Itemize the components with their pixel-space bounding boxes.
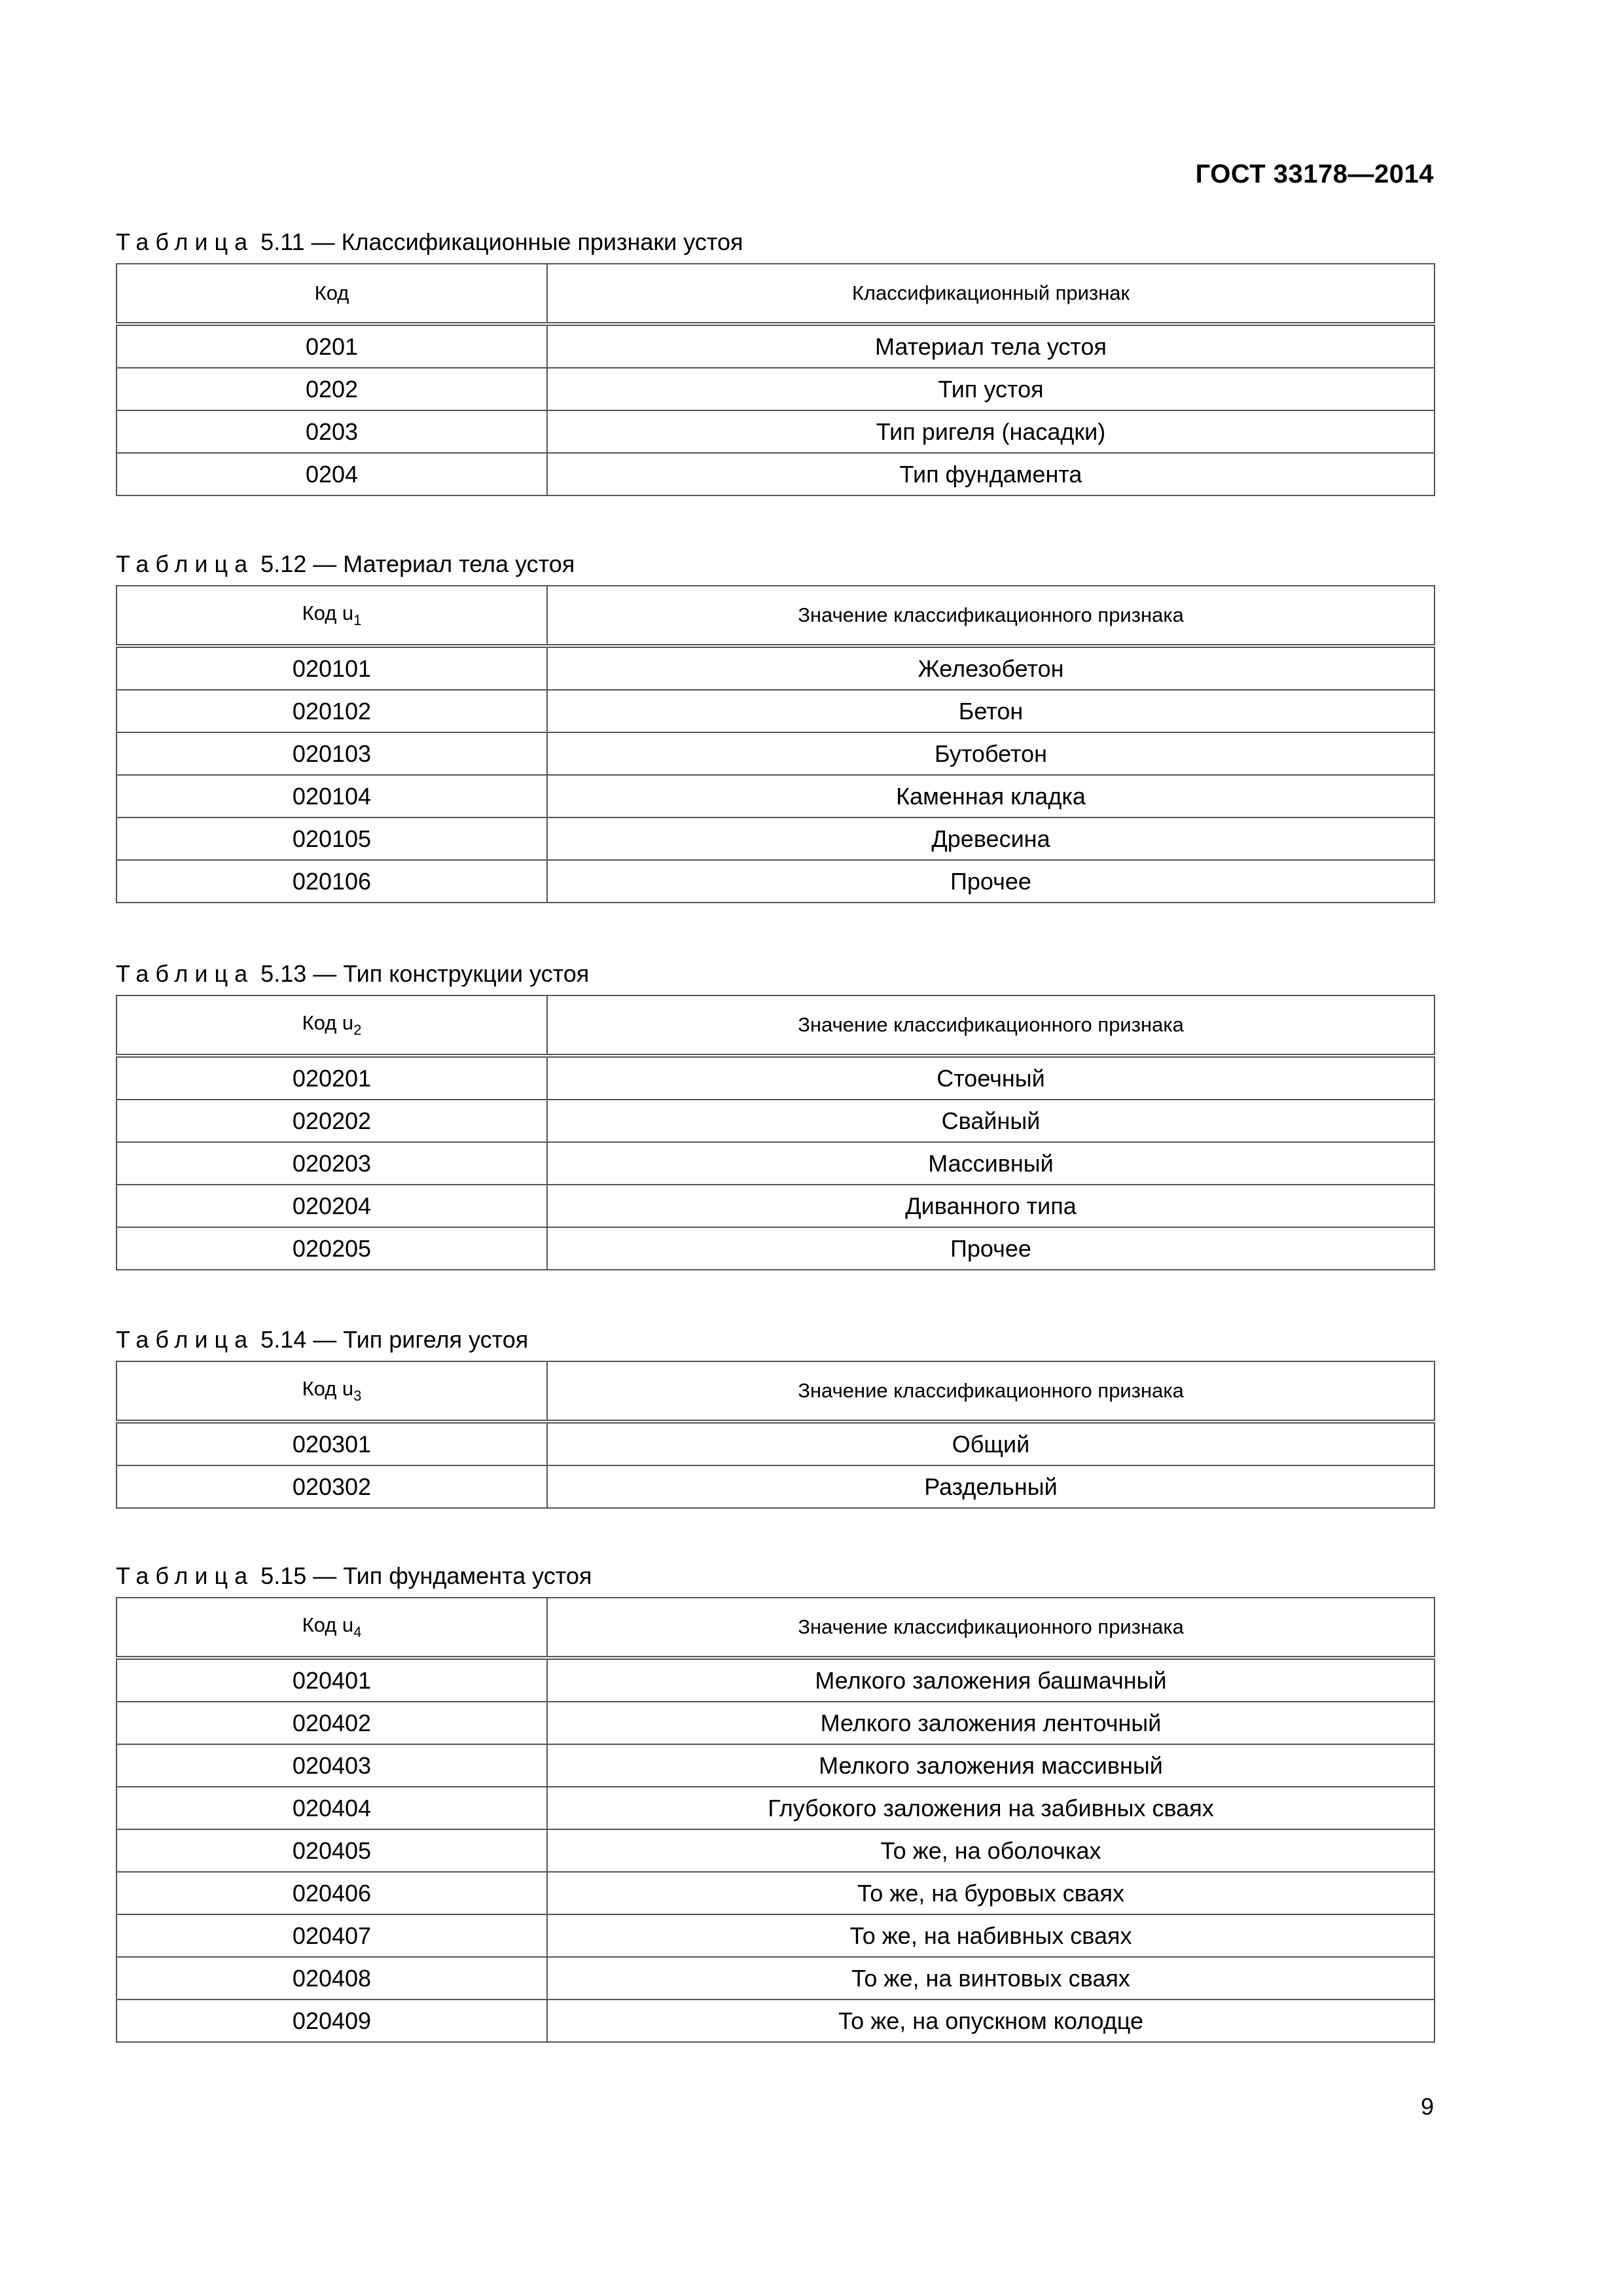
code-cell: 020105: [116, 817, 547, 860]
code-column-header: [116, 586, 547, 646]
code-cell: 020204: [116, 1185, 547, 1227]
table-row: [116, 368, 1435, 410]
table-block: [116, 961, 1434, 1270]
code-cell: 020101: [116, 646, 547, 690]
table-row: [116, 324, 1435, 368]
code-cell: 020104: [116, 775, 547, 817]
value-cell: Мелкого заложения массивный: [547, 1744, 1435, 1787]
table-header-row: [116, 264, 1435, 324]
value-cell: Общий: [547, 1422, 1435, 1465]
value-cell: То же, на буровых сваях: [547, 1872, 1435, 1914]
table-block: [116, 551, 1434, 903]
table-caption-text: 5.13 — Тип конструкции устоя: [260, 960, 590, 987]
table-row: [116, 860, 1435, 903]
value-cell: Бутобетон: [547, 732, 1435, 775]
table-row: [116, 690, 1435, 732]
value-cell: Массивный: [547, 1142, 1435, 1185]
code-column-header: [116, 1361, 547, 1422]
classification-table: [116, 1361, 1435, 1509]
table-row: [116, 410, 1435, 453]
table-row: [116, 1702, 1435, 1744]
code-cell: 020201: [116, 1056, 547, 1100]
value-cell: Мелкого заложения ленточный: [547, 1702, 1435, 1744]
table-caption-text: 5.14 — Тип ригеля устоя: [260, 1326, 529, 1353]
code-column-header: [116, 264, 547, 324]
code-cell: 020205: [116, 1227, 547, 1270]
value-cell: Материал тела устоя: [547, 324, 1435, 368]
code-header-subscript: 3: [353, 1388, 362, 1404]
table-row: [116, 646, 1435, 690]
table-row: [116, 1744, 1435, 1787]
table-row: [116, 775, 1435, 817]
value-cell: Диванного типа: [547, 1185, 1435, 1227]
code-column-header: [116, 1598, 547, 1658]
value-cell: То же, на винтовых сваях: [547, 1957, 1435, 2000]
table-row: [116, 1465, 1435, 1508]
value-cell: То же, на оболочках: [547, 1829, 1435, 1872]
table-row: [116, 1829, 1435, 1872]
table-block: [116, 1327, 1434, 1509]
value-cell: Тип ригеля (насадки): [547, 410, 1435, 453]
table-row: [116, 1422, 1435, 1465]
code-cell: 020404: [116, 1787, 547, 1829]
table-row: [116, 2000, 1435, 2042]
code-cell: 020409: [116, 2000, 547, 2042]
table-row: [116, 1056, 1435, 1100]
table-caption-word: Таблица: [116, 960, 255, 987]
value-cell: Бетон: [547, 690, 1435, 732]
table-caption-word: Таблица: [116, 1326, 255, 1353]
value-cell: Глубокого заложения на забивных сваях: [547, 1787, 1435, 1829]
value-column-header: Значение классификационного признака: [547, 996, 1435, 1056]
table-caption-text: 5.11 — Классификационные признаки устоя: [260, 228, 743, 255]
value-cell: Тип фундамента: [547, 453, 1435, 495]
code-cell: 020403: [116, 1744, 547, 1787]
value-cell: Мелкого заложения башмачный: [547, 1658, 1435, 1702]
table-caption: [116, 551, 1434, 585]
table-row: [116, 732, 1435, 775]
table-row: [116, 1227, 1435, 1270]
code-cell: 020106: [116, 860, 547, 903]
code-cell: 020301: [116, 1422, 547, 1465]
value-cell: Тип устоя: [547, 368, 1435, 410]
code-cell: 020402: [116, 1702, 547, 1744]
table-row: [116, 1957, 1435, 2000]
table-row: [116, 1914, 1435, 1957]
value-cell: Прочее: [547, 1227, 1435, 1270]
code-cell: 020102: [116, 690, 547, 732]
code-cell: 020407: [116, 1914, 547, 1957]
code-header-subscript: 2: [353, 1022, 362, 1038]
table-block: [116, 229, 1434, 496]
value-cell: Древесина: [547, 817, 1435, 860]
table-row: [116, 1185, 1435, 1227]
value-cell: Железобетон: [547, 646, 1435, 690]
table-header-row: [116, 586, 1435, 646]
document-id: ГОСТ 33178—2014: [1195, 160, 1434, 188]
code-header-label: Код u: [302, 1377, 354, 1400]
value-cell: То же, на опускном колодце: [547, 2000, 1435, 2042]
value-cell: Прочее: [547, 860, 1435, 903]
value-column-header: Значение классификационного признака: [547, 1598, 1435, 1658]
table-caption: [116, 1327, 1434, 1361]
table-block: [116, 1563, 1434, 2043]
code-header-subscript: 1: [353, 612, 362, 628]
code-header-label: Код: [314, 281, 349, 304]
table-row: [116, 453, 1435, 495]
code-cell: 020406: [116, 1872, 547, 1914]
code-cell: 020203: [116, 1142, 547, 1185]
code-header-label: Код u: [302, 1011, 354, 1034]
table-caption-text: 5.15 — Тип фундамента устоя: [260, 1562, 592, 1589]
code-cell: 020401: [116, 1658, 547, 1702]
table-header-row: [116, 1598, 1435, 1658]
code-cell: 020408: [116, 1957, 547, 2000]
code-cell: 020302: [116, 1465, 547, 1508]
table-caption-text: 5.12 — Материал тела устоя: [260, 550, 575, 577]
code-cell: 0201: [116, 324, 547, 368]
code-cell: 0204: [116, 453, 547, 495]
classification-table: [116, 263, 1435, 496]
code-cell: 020202: [116, 1100, 547, 1142]
table-caption: [116, 229, 1434, 263]
value-cell: Каменная кладка: [547, 775, 1435, 817]
table-caption-word: Таблица: [116, 1562, 255, 1589]
table-row: [116, 1872, 1435, 1914]
classification-table: [116, 995, 1435, 1270]
table-caption-word: Таблица: [116, 550, 255, 577]
value-column-header: Значение классификационного признака: [547, 1361, 1435, 1422]
value-column-header: Классификационный признак: [547, 264, 1435, 324]
code-cell: 020405: [116, 1829, 547, 1872]
code-cell: 0203: [116, 410, 547, 453]
classification-table: [116, 1597, 1435, 2043]
table-caption-word: Таблица: [116, 228, 255, 255]
code-header-label: Код u: [302, 1613, 354, 1636]
table-row: [116, 1142, 1435, 1185]
table-row: [116, 1658, 1435, 1702]
value-cell: Раздельный: [547, 1465, 1435, 1508]
code-header-subscript: 4: [353, 1624, 362, 1640]
value-cell: Стоечный: [547, 1056, 1435, 1100]
value-cell: То же, на набивных сваях: [547, 1914, 1435, 1957]
value-cell: Свайный: [547, 1100, 1435, 1142]
table-caption: [116, 1563, 1434, 1597]
value-column-header: Значение классификационного признака: [547, 586, 1435, 646]
code-header-label: Код u: [302, 601, 354, 624]
code-cell: 020103: [116, 732, 547, 775]
table-row: [116, 817, 1435, 860]
classification-table: [116, 585, 1435, 903]
table-row: [116, 1100, 1435, 1142]
code-cell: 0202: [116, 368, 547, 410]
code-column-header: [116, 996, 547, 1056]
table-row: [116, 1787, 1435, 1829]
page-number: 9: [1420, 2093, 1434, 2120]
table-header-row: [116, 996, 1435, 1056]
table-caption: [116, 961, 1434, 995]
table-header-row: [116, 1361, 1435, 1422]
